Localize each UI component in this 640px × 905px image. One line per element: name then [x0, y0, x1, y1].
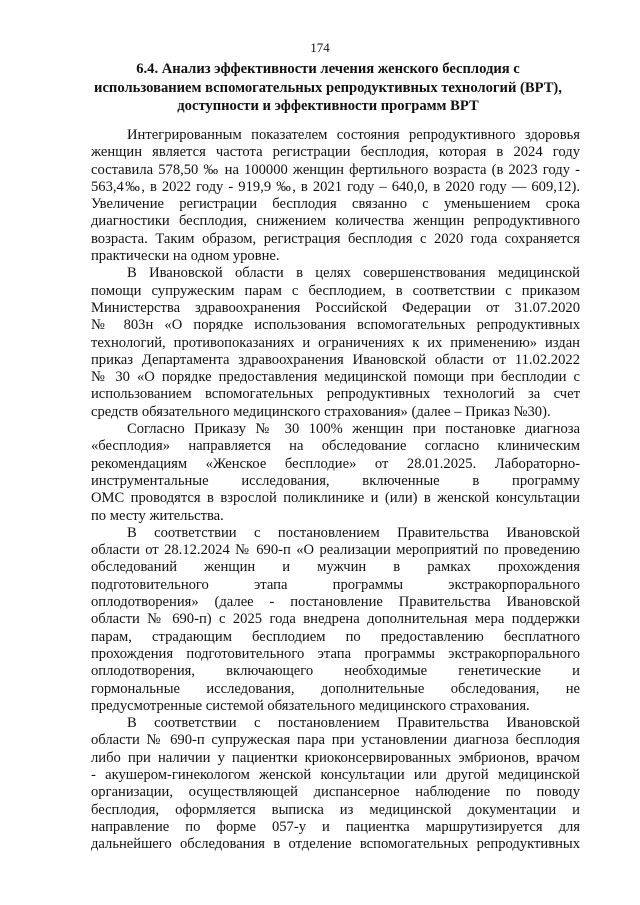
- text-line: либо при наличии у пациентки криоконсервированных эмбрионов, врачом: [91, 749, 580, 766]
- text-line: возраста. Таким образом, регистрация бесплодия с 2020 года сохраняется: [91, 230, 580, 247]
- text-line: по месту жительства.: [91, 507, 224, 524]
- text-line: области № 690-п) с 2025 года внедрена дополнительная мера поддержки: [91, 611, 580, 628]
- text-line: составила 578,50 ‰ на 100000 женщин фертильного возраста (в 2023 году -: [91, 161, 580, 178]
- text-line: прохождения подготовительного этапа программы экстракорпорального: [91, 645, 580, 662]
- text-line: приказ Департамента здравоохранения Ивановской области от 11.02.2022: [91, 351, 580, 368]
- section-heading: [84, 60, 572, 116]
- heading-line: доступности и эффективности программ ВРТ: [177, 98, 479, 114]
- text-line: оплодотворения, включающего необходимые генетические и: [91, 663, 580, 680]
- text-line: 563,4‰, в 2022 году - 919,9 ‰, в 2021 году – 640,0, в 2020 году — 609,12).: [91, 178, 580, 195]
- text-line: области от 28.12.2024 № 690-п «О реализации мероприятий по проведению: [91, 542, 580, 559]
- text-line: В Ивановской области в целях совершенствования медицинской: [127, 265, 580, 282]
- text-line: диагностики бесплодия, снижением количества женщин репродуктивного: [91, 213, 580, 230]
- text-line: В соответствии с постановлением Правительства Ивановской: [127, 524, 580, 541]
- page-number: 174: [310, 40, 330, 55]
- text-line: подготовительного этапа программы экстракорпорального: [91, 576, 580, 593]
- text-line: дальнейшего обследования в отделение вспомогательных репродуктивных: [91, 836, 580, 853]
- heading-line: 6.4. Анализ эффективности лечения женского бесплодия с: [136, 61, 520, 77]
- paragraph: [91, 265, 580, 421]
- text-line: женщин является частота регистрации бесплодия, которая в 2024 году: [91, 144, 580, 161]
- text-line: обследований женщин и мужчин в рамках прохождения: [91, 559, 580, 576]
- text-line: практически на одном уровне.: [91, 248, 280, 265]
- body-text: [91, 127, 580, 853]
- text-line: - акушером-гинекологом женской консультации или другой медицинской: [91, 766, 580, 783]
- text-line: № 30 «О порядке предоставления медицинской помощи при бесплодии с: [91, 369, 580, 386]
- paragraph: [91, 525, 580, 715]
- text-line: направление по форме 057-у и пациентка маршрутизируется для: [91, 818, 580, 835]
- paragraph: [91, 421, 580, 525]
- paragraph: [91, 127, 580, 265]
- text-line: В соответствии с постановлением Правительства Ивановской: [127, 715, 580, 732]
- text-line: области № 690-п супружеская пара при установлении диагноза бесплодия: [91, 732, 580, 749]
- text-line: Интегрированным показателем состояния репродуктивного здоровья: [127, 127, 580, 143]
- text-line: оплодотворения» (далее - постановление Правительства Ивановской: [91, 594, 580, 611]
- text-line: № 803н «О порядке использования вспомогательных репродуктивных: [91, 317, 580, 334]
- text-line: парам, страдающим бесплодием по предоставлению бесплатного: [91, 628, 580, 645]
- text-line: Согласно Приказу № 30 100% женщин при постановке диагноза: [127, 421, 580, 438]
- text-line: помощи супружеским парам с бесплодием, в соответствии с приказом: [91, 282, 580, 299]
- paragraph: [91, 715, 580, 853]
- text-line: гормональные исследования, дополнительные обследования, не: [91, 680, 580, 697]
- text-line: предусмотренные системой обязательного медицинского страхования.: [91, 697, 530, 714]
- text-line: организации, осуществляющей диспансерное наблюдение по поводу: [91, 784, 580, 801]
- text-line: Увеличение регистрации бесплодия связанно с уменьшением срока: [91, 196, 580, 213]
- text-line: инструментальные исследования, включенные в программу: [91, 472, 580, 489]
- text-line: ОМС проводятся в взрослой поликлинике и (или) в женской консультации: [91, 490, 580, 507]
- text-line: использованием вспомогательных репродуктивных технологий за счет: [91, 386, 580, 403]
- text-line: технологий, противопоказаниях и ограничениях к их применению» издан: [91, 334, 580, 351]
- text-line: бесплодия, оформляется выписка из медицинской документации и: [91, 801, 580, 818]
- text-line: Министерства здравоохранения Российской Федерации от 31.07.2020: [91, 299, 580, 316]
- text-line: средств обязательного медицинского страхования» (далее – Приказ №30).: [91, 403, 551, 420]
- text-line: рекомендациям «Женское бесплодие» от 28.01.2025. Лабораторно-: [91, 455, 580, 472]
- heading-line: использованием вспомогательных репродуктивных технологий (ВРТ),: [94, 79, 562, 96]
- text-line: «бесплодия» направляется на обследование согласно клиническим: [91, 438, 580, 455]
